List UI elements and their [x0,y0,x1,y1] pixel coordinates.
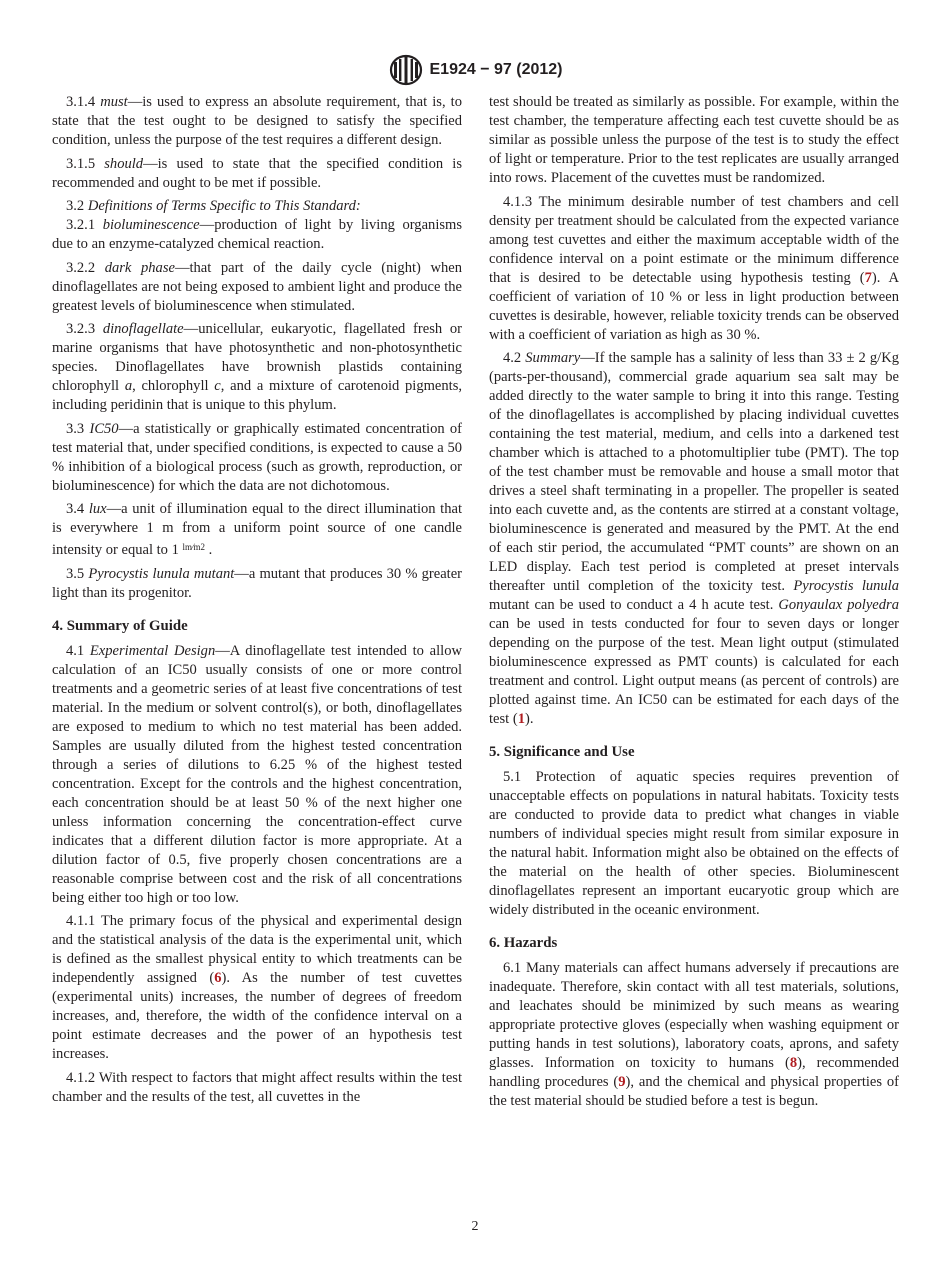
para-4-1-2: 4.1.2 With respect to factors that might affect results within the test chamber and the results of the test, all cuvettes in the [52,1069,463,1105]
reference-link[interactable]: 9 [618,1074,626,1090]
para-3-3: 3.3 IC50—a statistically or graphically estimated concentration of test material that, under specified conditions, is expected to cause a 50 % inhibition of a biological process (such as growth, reproduction, or bioluminescence) for which the data are not dichotomous. [52,420,463,494]
para-3-2-2: 3.2.2 dark phase—that part of the daily cycle (night) when dinoflagellates are not being exposed to ambient light and produce the greatest levels of bioluminescence when stimulated. [52,259,462,314]
left-column [52,93,462,1111]
astm-logo-icon [388,54,424,86]
section-heading-6: 6. Hazards [489,935,558,951]
reference-link[interactable]: 7 [864,269,872,286]
page-header [0,54,950,86]
para-4-1: 4.1 Experimental Design—A dinoflagellate test intended to allow calculation of an IC50 usually consists of one or more control treatments and a geometric series of at least five concentrations of test material. In the medium or solvent control(s), or both, dinoflagellates are exposed to medium to which no test material has been added. Samples are usually diluted from the highest tested concentration through a series of dilutions to 6.25 % of the highest tested concentration. Except for the controls and the highest concentration, each concentration should be at least 50 % of the next higher one unless information concerning the concentration-effect curve indicates that a different dilution factor is more appropriate. At a dilution factor of 0.5, five properly chosen concentrations are a reasonable comprise between cost and the risk of all concentrations being either too high or too low. [52,642,462,906]
para-4-1-3: 4.1.3 The minimum desirable number of test chambers and cell density per treatment should be calculated from the expected variance among test cuvettes and either the maximum acceptable width of the confidence interval on a point estimate or the minimum difference that is desired to be detectable using hypothesis testing (7). A coefficient of variation of 10 % or less in light production between cuvettes is desirable, however, reliable toxicity trends can be observed with a coefficient of variation as high as 30 %. [489,193,900,343]
para-6-1: 6.1 Many materials can affect humans adversely if precautions are inadequate. Therefore, skin contact with all test materials, solutions, and leachates should be minimized by such means as wearing appropriate protective gloves (especially when washing equipment or putting hands in test solutions), laboratory coats, aprons, and safety glasses. Information on toxicity to humans (8), recommended handling procedures (9), and the chemical and physical properties of the test material should be studied before a test is begun. [489,960,899,1109]
para-4-1-2-continued: test should be treated as similarly as possible. For example, within the test chamber, the temperature affecting each test cuvette should be as similar as possible unless the purpose of the test is to study the effect of light or temperature. Prior to the test replicates are usually arranged into rows. Placement of the cuvettes must be randomized. [489,94,899,186]
para-4-1-1: 4.1.1 The primary focus of the physical and experimental design and the statistical analysis of the data is the experimental unit, which is defined as the smallest physical entity to which treatments can be independently assigned (6). As the number of test cuvettes (experimental units) increases, the number of degrees of freedom increases, and, therefore, the width of the confidence interval on a point estimate decreases and the power of an hypothesis test increases. [52,913,462,1062]
para-4-2: 4.2 Summary—If the sample has a salinity of less than 33 ± 2 g/Kg (parts-per-thousand), commercial grade aquarium sea salt may be added directly to the water sample to bring it into this range. Testing of the dinoflagellates is accomplished by placing individual cuvettes containing the test material, medium, and cells into a darkened test chamber which is attached to a photomultiplier tube (PMT). The top of the test chamber must be removable and house a small motor that drives a steel shaft terminating in a propeller. The propeller is seated into each cuvette and, as the contents are stirred at a constant voltage, bioluminescence is generated and measured by the PMT. At the end of each stir period, the accumulated “PMT counts” are shown on an LED display. Each test period is completed at preset intervals thereafter until completion of the toxicity test. Pyrocystis lunula mutant can be used to conduct a 4 h acute test. Gonyaulax polyedra can be used in tests conducted for four to seven days or longer depending on the purpose of the test. Mean light output (stimulated bioluminescence expressed as PMT counts) is calculated for each treatment and control. Light output means (as percent of controls) are plotted against time. An IC50 can be estimated for each days of the test (1). [489,350,899,727]
section-heading-4: 4. Summary of Guide [52,617,188,634]
para-3-5: 3.5 Pyrocystis lunula mutant—a mutant that produces 30 % greater light than its progenitor. [52,565,462,601]
para-5-1: 5.1 Protection of aquatic species requires prevention of unacceptable effects on populations in natural habitats. Toxicity tests are conducted to provide data to predict what changes in viable numbers of individual species might result from similar exposure in the natural habit. Information might also be obtained on the effects of the material on the health of other species. Bioluminescent dinoflagellates represent an important eucaryotic group which are widely distributed in the oceanic environment. [489,769,899,918]
para-3-4: 3.4 lux—a unit of illumination equal to the direct illumination that is everywhere 1 m from a uniform point source of one candle intensity or equal to 1 $^{lm⁄m2}$ . [52,501,462,558]
reference-link[interactable]: 1 [517,711,525,727]
page-number: 2 [471,1219,479,1234]
lux-unit-fraction: lm⁄m2 [182,542,206,552]
reference-link[interactable]: 6 [214,970,222,986]
para-3-2: 3.2 Definitions of Terms Specific to This Standard: [66,198,361,214]
reference-link[interactable]: 8 [789,1055,798,1071]
right-column [489,93,899,1116]
para-3-2-3: 3.2.3 dinoflagellate—unicellular, eukaryotic, flagellated fresh or marine organisms that have photosynthetic and non-photosynthetic species. Dinoflagellates have brownish plastids containing chlorophyll a, chlorophyll c, and a mixture of carotenoid pigments, including peridinin that is unique to this phylum. [52,321,462,413]
section-heading-5: 5. Significance and Use [489,744,635,760]
para-3-1-4: 3.1.4 must—is used to express an absolute requirement, that is, to state that the test ought to be designed to satisfy the specified condition, unless the purpose of the test requires a different design. [52,94,462,148]
standard-designation: E1924 − 97 (2012) [429,61,563,78]
para-3-2-1: 3.2.1 bioluminescence—production of light by living organisms due to an enzyme-catalyzed chemical reaction. [52,217,462,252]
para-3-1-5: 3.1.5 should—is used to state that the specified condition is recommended and ought to be met if possible. [52,155,462,191]
